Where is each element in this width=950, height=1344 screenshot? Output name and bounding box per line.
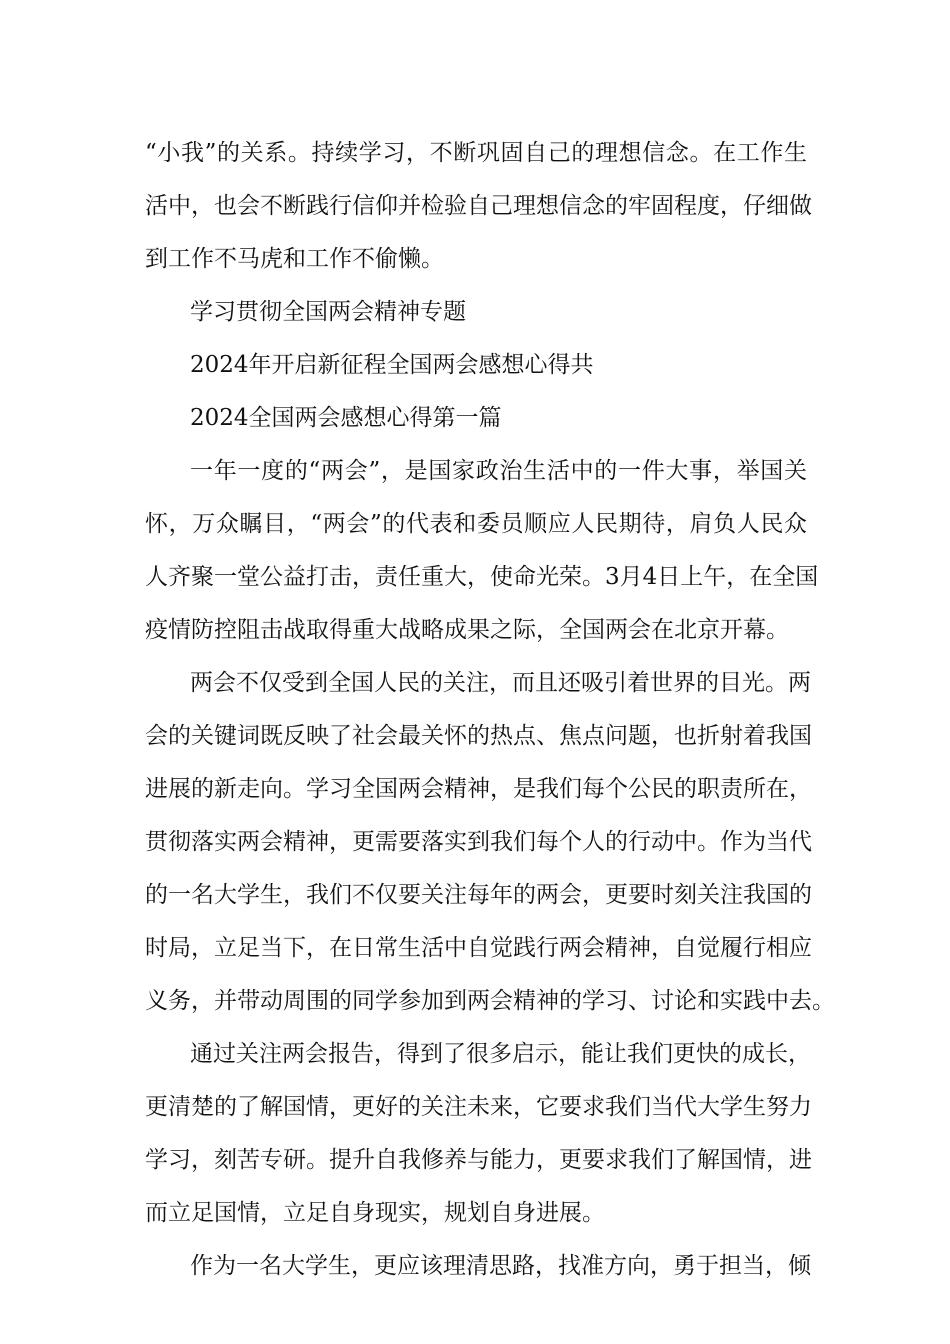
body-text-line: 学习，刻苦专研。提升自我修养与能力，更要求我们了解国情，进 [145, 1147, 812, 1173]
body-text-line: 时局，立足当下，在日常生活中自觉践行两会精神，自觉履行相应 [145, 935, 812, 961]
body-text-line: 怀，万众瞩目，“两会”的代表和委员顺应人民期待，肩负人民众 [145, 511, 807, 537]
body-text-line: 作为一名大学生，更应该理清思路，找准方向，勇于担当，倾 [190, 1253, 811, 1279]
body-text-line: 的一名大学生，我们不仅要关注每年的两会，更要时刻关注我国的 [145, 882, 812, 908]
body-text-line: 而立足国情，立足自身现实，规划自身进展。 [145, 1200, 605, 1226]
body-text-line: 两会不仅受到全国人民的关注，而且还吸引着世界的目光。两 [190, 670, 811, 696]
body-text-line: 更清楚的了解国情，更好的关注未来，它要求我们当代大学生努力 [145, 1094, 812, 1120]
body-text-line: 到工作不马虎和工作不偷懒。 [145, 246, 444, 272]
body-text-line: 活中，也会不断践行信仰并检验自己理想信念的牢固程度，仔细做 [145, 193, 812, 219]
section-heading: 学习贯彻全国两会精神专题 [190, 299, 466, 325]
body-text-line: 通过关注两会报告，得到了很多启示，能让我们更快的成长， [190, 1041, 811, 1067]
body-text-line: 疫情防控阻击战取得重大战略成果之际，全国两会在北京开幕。 [145, 617, 789, 643]
body-text-line: 进展的新走向。学习全国两会精神，是我们每个公民的职责所在， [145, 776, 812, 802]
body-text-line: 一年一度的“两会”，是国家政治生活中的一件大事，举国关 [190, 458, 807, 484]
article-title: 2024年开启新征程全国两会感想心得共 [190, 352, 594, 378]
body-text-line: 贯彻落实两会精神，更需要落实到我们每个人的行动中。作为当代 [145, 829, 812, 855]
body-text-line: 义务，并带动周围的同学参加到两会精神的学习、讨论和实践中去。 [145, 988, 835, 1014]
body-text-line: “小我”的关系。持续学习，不断巩固自己的理想信念。在工作生 [145, 140, 807, 166]
body-text-line: 人齐聚一堂公益打击，责任重大，使命光荣。3月4日上午，在全国 [145, 564, 819, 590]
chapter-title: 2024全国两会感想心得第一篇 [190, 405, 502, 431]
body-text-line: 会的关键词既反映了社会最关怀的热点、焦点问题，也折射着我国 [145, 723, 812, 749]
